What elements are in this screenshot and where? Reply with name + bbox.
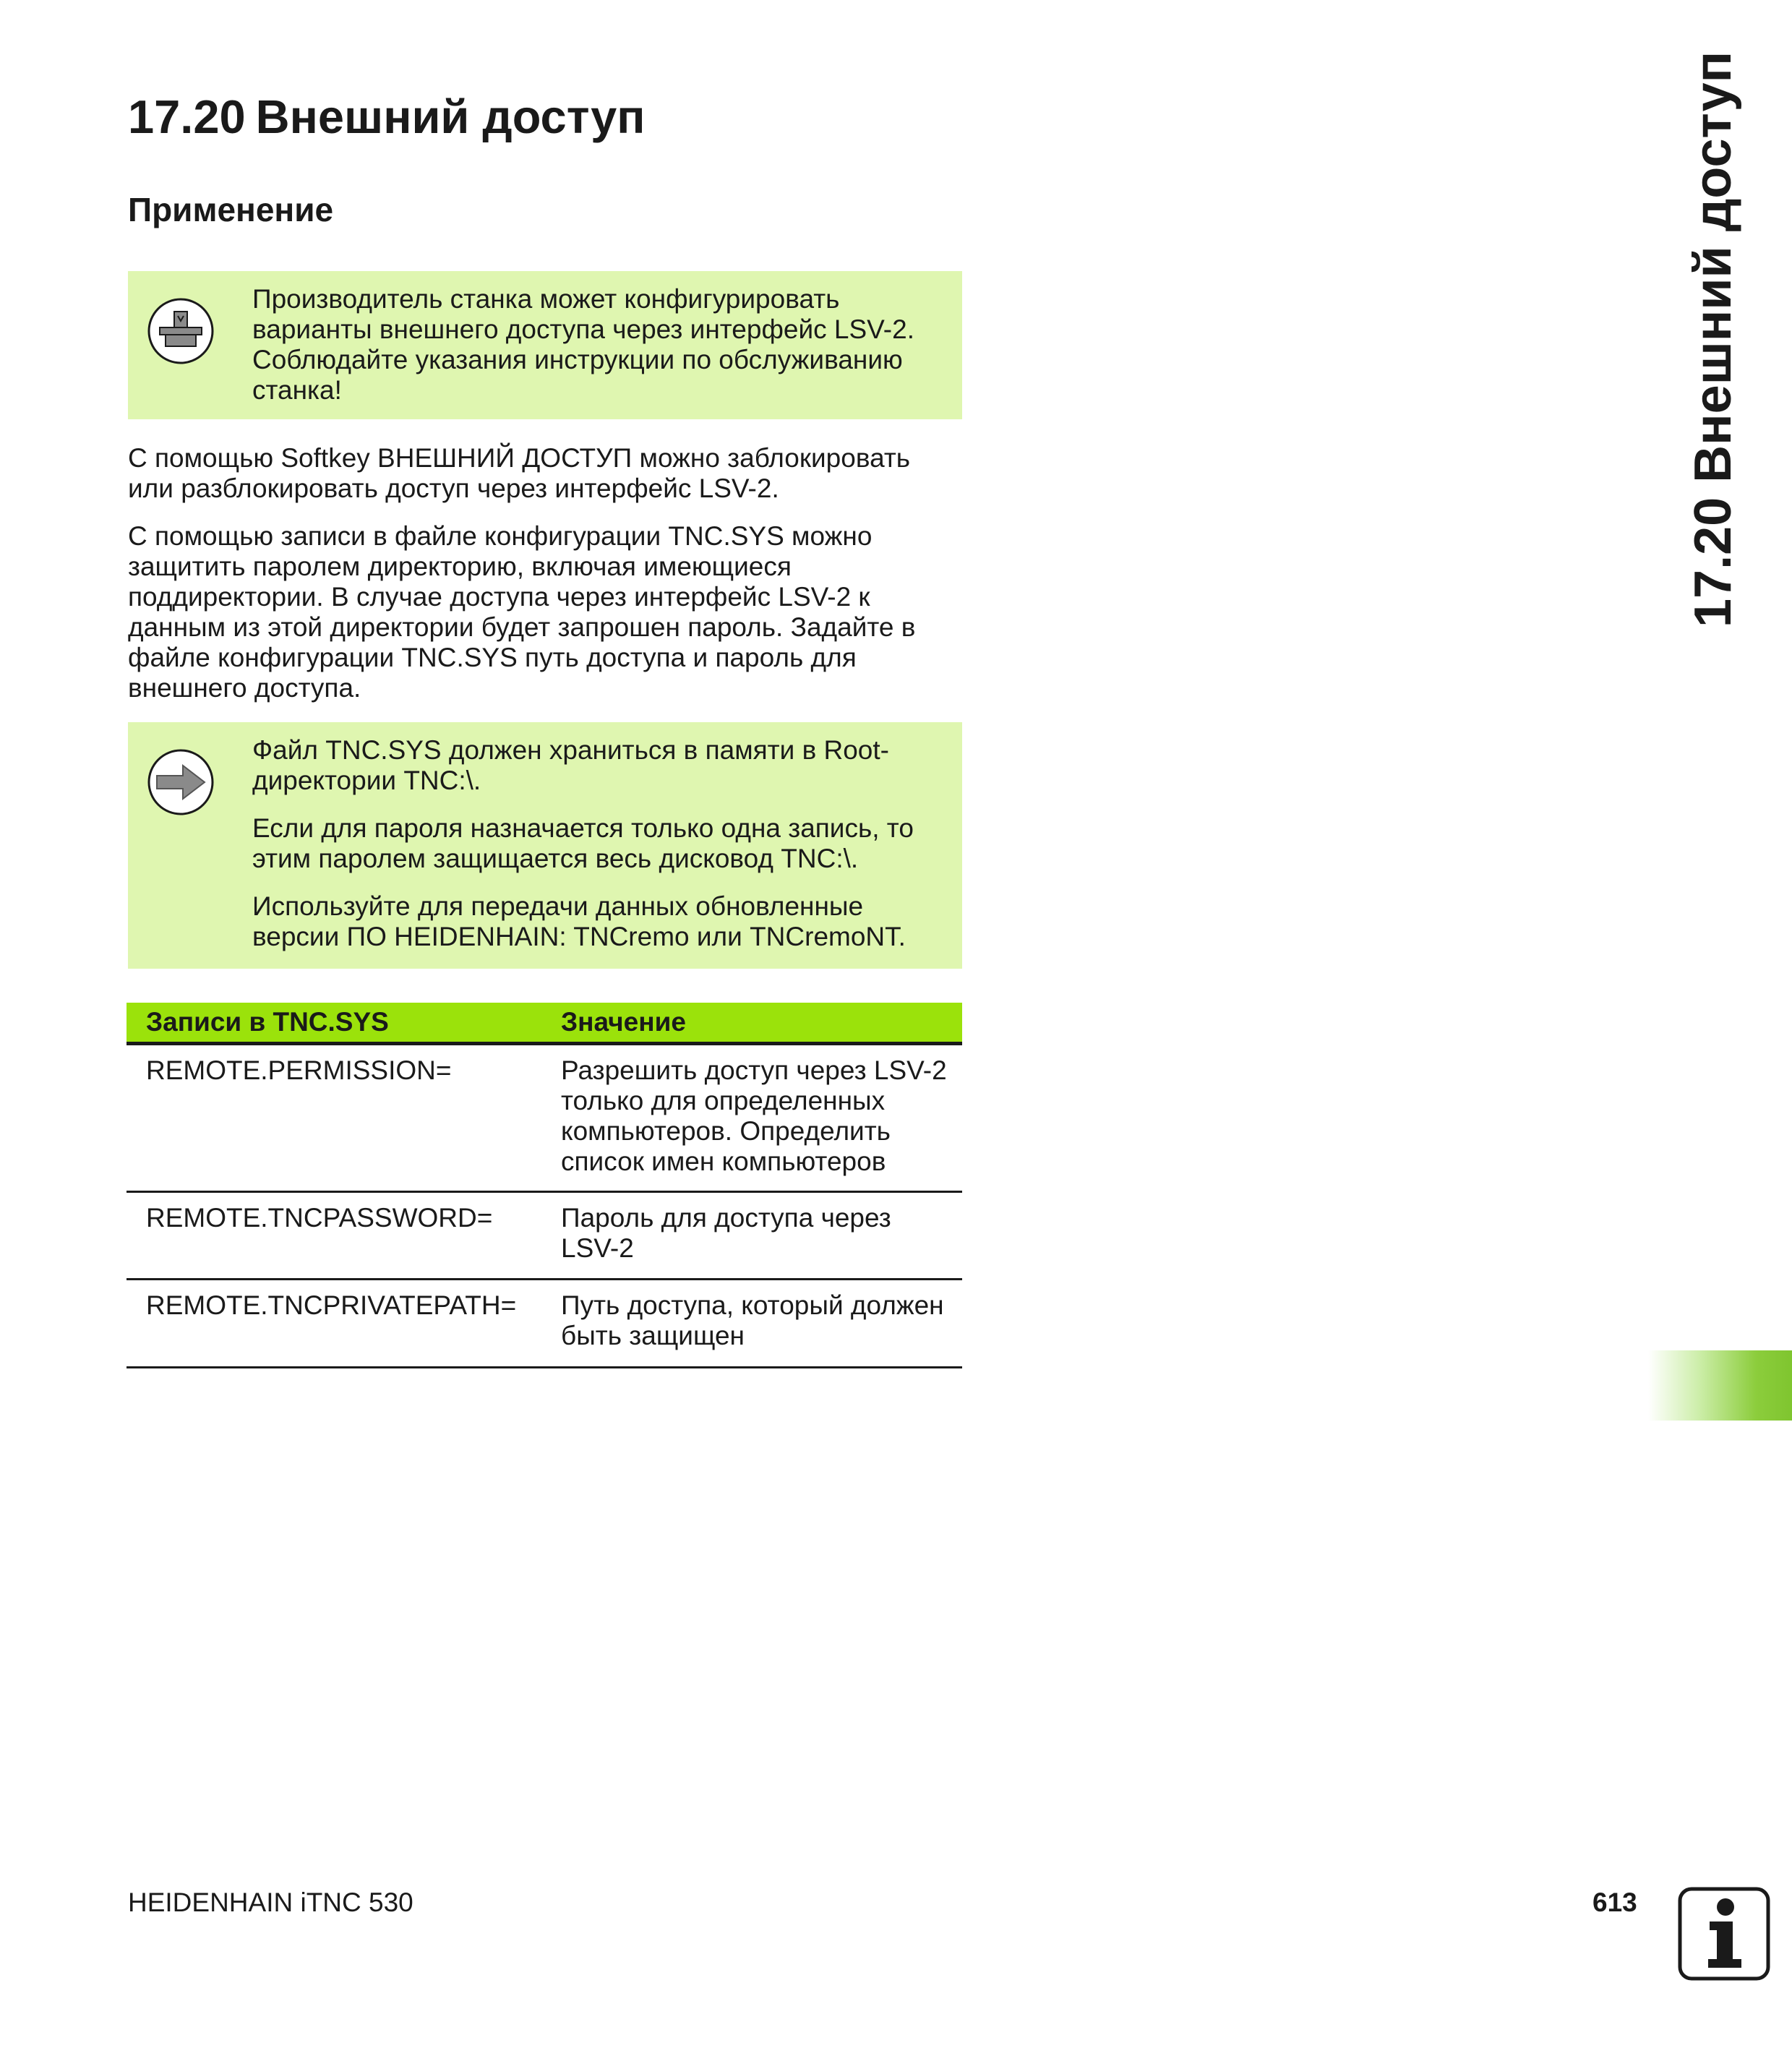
meaning-cell <box>561 1290 955 1351</box>
text-line: Используйте для передачи данных обновленные <box>252 891 864 921</box>
note-tnc-sys <box>128 722 962 969</box>
text-line: только для определенных <box>561 1086 886 1115</box>
page-title <box>128 88 646 146</box>
text-line: LSV-2 <box>561 1233 634 1263</box>
arrow-right-icon <box>147 748 215 816</box>
text-line: внешнего доступа. <box>128 673 361 703</box>
chapter-tab <box>1648 1350 1792 1421</box>
section-title: Внешний доступ <box>255 90 646 143</box>
text-line: Если для пароля назначается только одна запись, то <box>252 813 914 843</box>
text-line: файле конфигурации TNC.SYS путь доступа и пароль для <box>128 643 857 672</box>
text-line: Пароль для доступа через <box>561 1203 891 1233</box>
text-line: Разрешить доступ через LSV-2 <box>561 1055 947 1085</box>
text-line: версии ПО HEIDENHAIN: TNCremo или TNCremoNT. <box>252 922 906 951</box>
page-number: 613 <box>1592 1888 1637 1917</box>
text-line: защитить паролем директорию, включая имеющиеся <box>128 552 792 581</box>
text-line: быть защищен <box>561 1321 745 1350</box>
text-line: компьютеров. Определить <box>561 1116 891 1146</box>
section-number: 17.20 <box>128 90 246 143</box>
text-line: Путь доступа, который должен <box>561 1290 944 1320</box>
text-line: Файл TNC.SYS должен храниться в памяти в Root- <box>252 735 889 765</box>
info-icon[interactable] <box>1678 1887 1770 1981</box>
text-line: или разблокировать доступ через интерфейс LSV-2. <box>128 474 779 503</box>
text-line: станка! <box>252 375 342 405</box>
text-line: Производитель станка может конфигурировать <box>252 284 840 314</box>
body-paragraph <box>128 521 962 703</box>
side-chapter-title: 17.20 Внешний доступ <box>1684 51 1742 627</box>
text-line: директории TNC:\. <box>252 766 481 795</box>
table-header <box>127 1003 962 1045</box>
text-line: С помощью записи в файле конфигурации TNC.SYS можно <box>128 521 873 551</box>
meaning-cell <box>561 1203 955 1264</box>
note-text <box>252 284 940 406</box>
note-text <box>252 735 940 952</box>
text-line: данным из этой директории будет запрошен пароль. Задайте в <box>128 612 916 642</box>
table-row <box>127 1045 962 1193</box>
note-machine-manufacturer <box>128 271 962 419</box>
table-row <box>127 1193 962 1280</box>
text-line: поддиректории. В случае доступа через интерфейс LSV-2 к <box>128 582 870 612</box>
text-line: Соблюдайте указания инструкции по обслуживанию <box>252 345 903 374</box>
text-line: С помощью Softkey ВНЕШНИЙ ДОСТУП можно заблокировать <box>128 443 911 473</box>
machine-icon <box>147 297 215 365</box>
text-line: список имен компьютеров <box>561 1147 886 1176</box>
body-paragraph <box>128 443 962 504</box>
footer-product: HEIDENHAIN iTNC 530 <box>128 1888 413 1917</box>
meaning-cell <box>561 1055 955 1177</box>
table-row <box>127 1280 962 1368</box>
entry-cell: REMOTE.PERMISSION= <box>146 1055 452 1085</box>
entry-cell: REMOTE.TNCPASSWORD= <box>146 1203 493 1233</box>
entry-cell: REMOTE.TNCPRIVATEPATH= <box>146 1290 517 1320</box>
text-line: этим паролем защищается весь дисковод TNC:\. <box>252 844 859 873</box>
tnc-sys-table <box>127 1003 962 1368</box>
header-meaning: Значение <box>561 1007 686 1037</box>
text-line: варианты внешнего доступа через интерфейс LSV-2. <box>252 314 914 344</box>
header-entries: Записи в TNC.SYS <box>146 1007 389 1037</box>
subsection-title: Применение <box>128 191 334 228</box>
